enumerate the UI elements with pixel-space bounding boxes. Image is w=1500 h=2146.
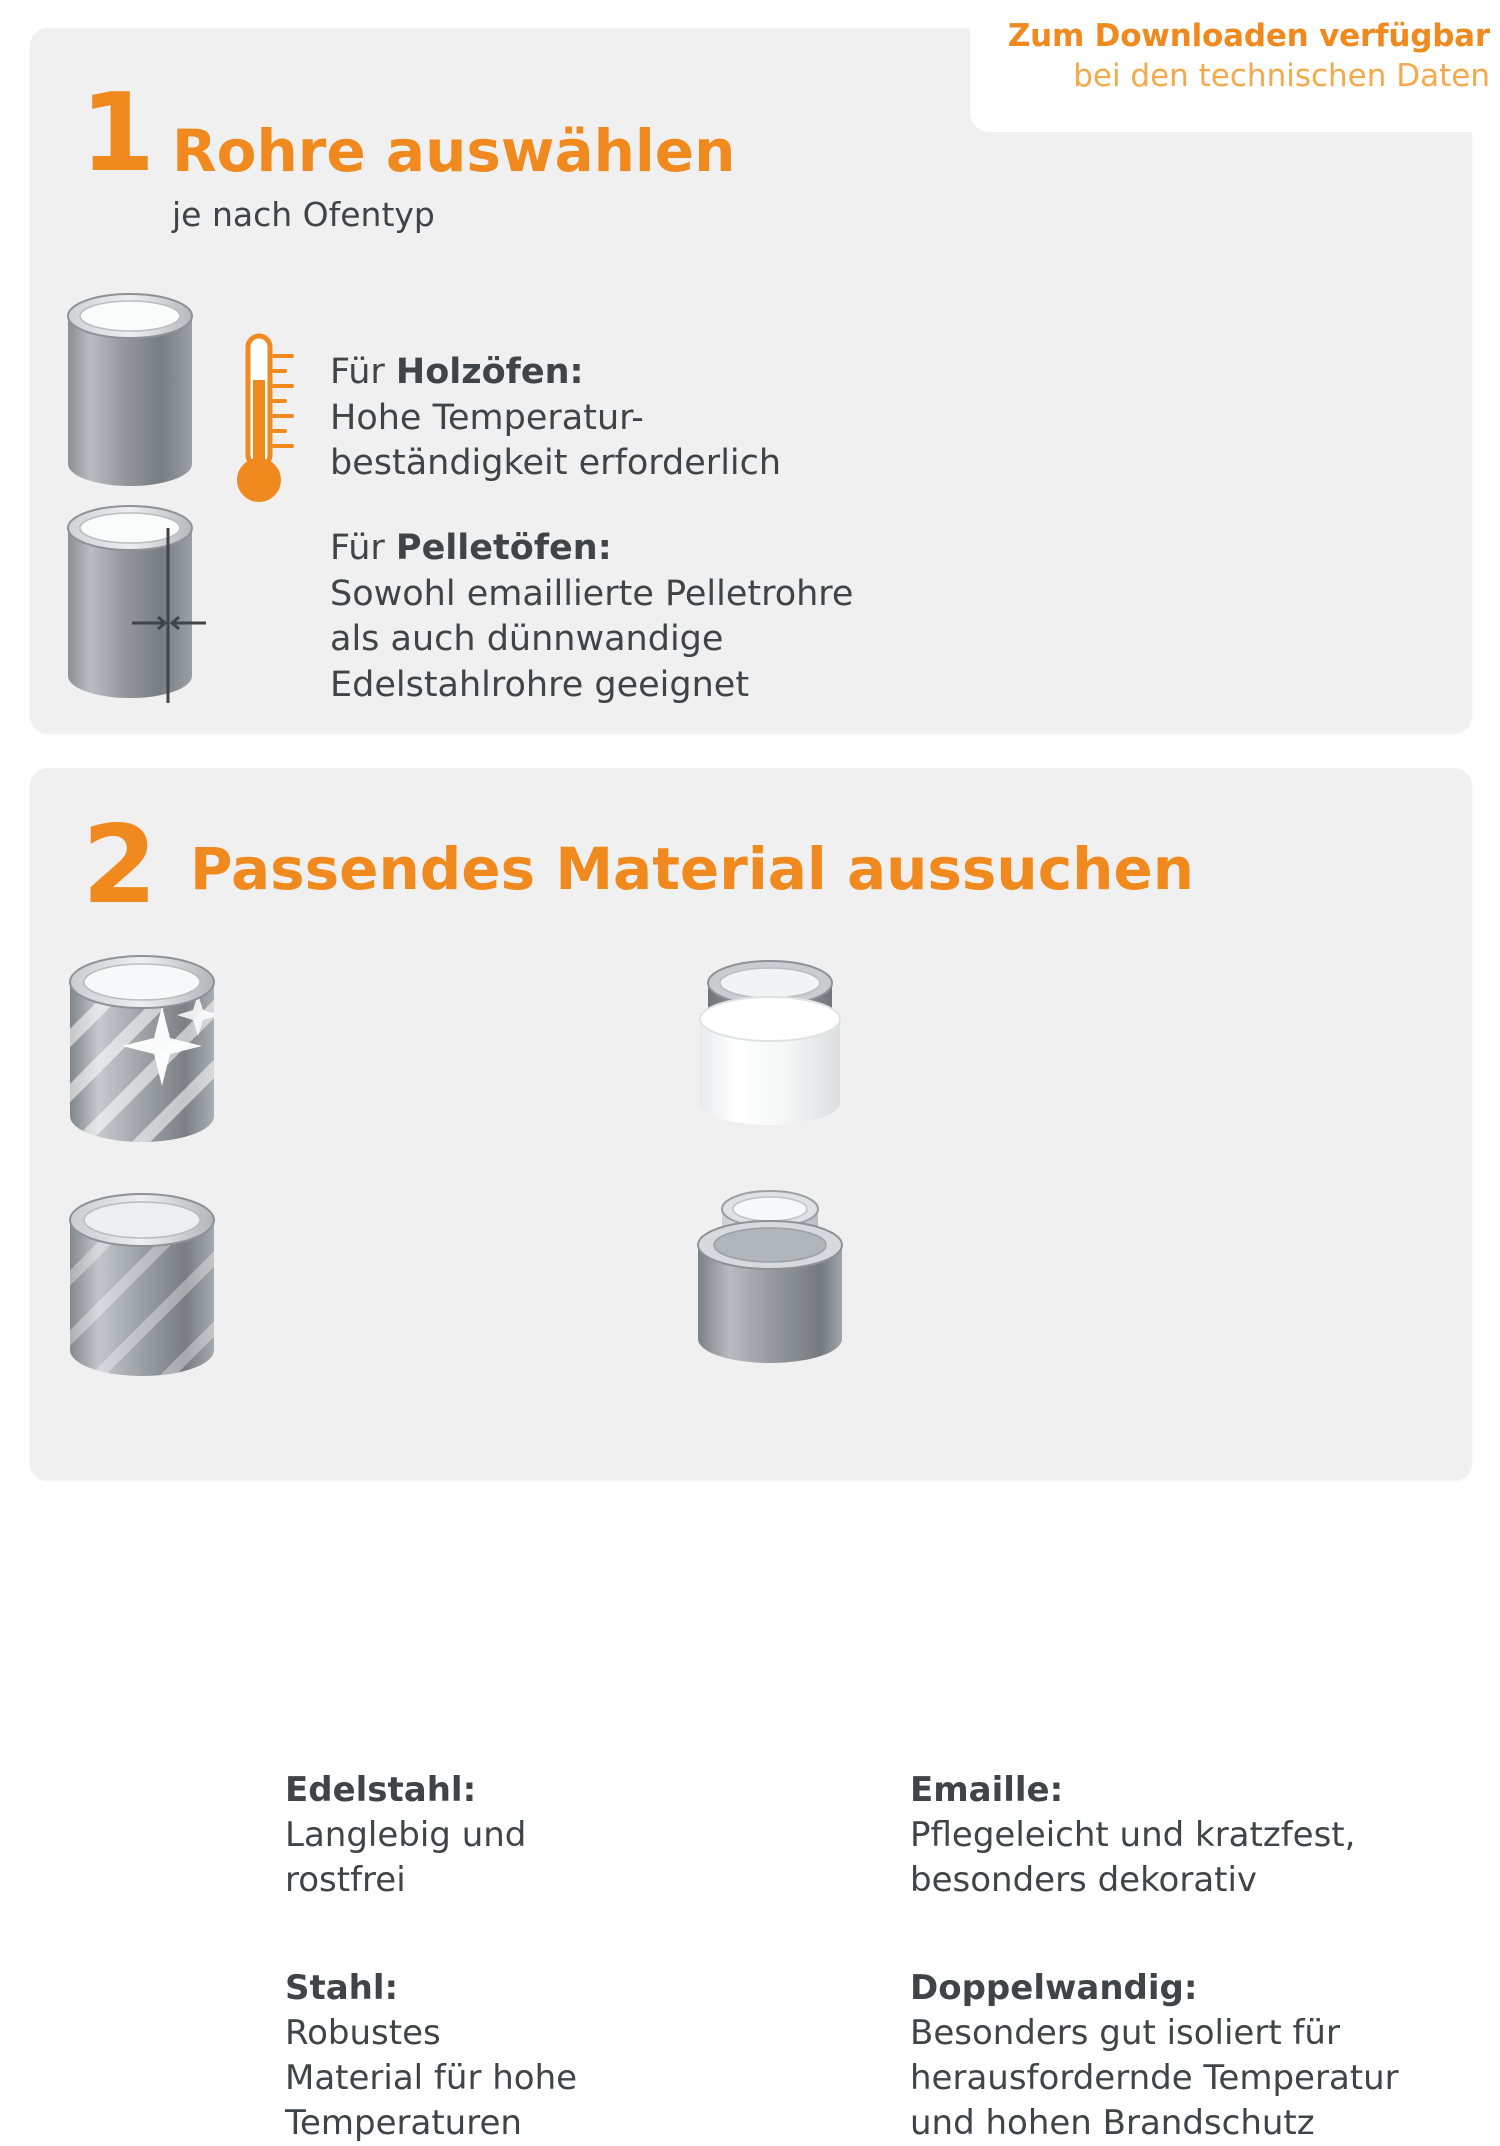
step-1-number: 1: [80, 71, 156, 196]
pelletstove-heading: Für Pelletöfen:: [330, 528, 612, 568]
material-emaille-body: Pflegeleicht und kratzfest, besonders dekorativ: [910, 1814, 1356, 1900]
download-badge: [970, 0, 1500, 132]
step-1-title: Rohre auswählen: [172, 117, 736, 185]
material-stahl-body: Robustes Material für hohe Temperaturen: [285, 2012, 578, 2143]
stainless-steel-pipe-icon: [60, 948, 240, 1158]
step-2-title: Passendes Material aussuchen: [190, 835, 1195, 903]
material-doppelwandig-heading: Doppelwandig:: [910, 1968, 1198, 2008]
step-1-subtitle: je nach Ofentyp: [172, 195, 435, 234]
material-doppelwandig-body: Besonders gut isoliert für herausfordernde Temperatur und hohen Brandschutz: [910, 2012, 1399, 2143]
material-doppelwandig-text: [910, 1966, 1490, 2146]
enamel-pipe-icon: [680, 953, 870, 1148]
steel-pipe-icon: [60, 1188, 240, 1393]
double-wall-pipe-icon: [680, 1183, 870, 1393]
material-stahl-heading: Stahl:: [285, 1968, 399, 2008]
pelletstove-text-block: [330, 526, 1010, 708]
pelletstove-heading-bold: Pelletöfen:: [395, 528, 612, 568]
thin-wall-pipe-icon: [60, 498, 260, 713]
woodstove-text-block: [330, 350, 950, 487]
step-2-number: 2: [82, 803, 158, 928]
woodstove-heading-bold: Holzöfen:: [395, 352, 584, 392]
material-stahl-text: [285, 1966, 645, 2146]
woodstove-body: Hohe Temperatur- beständigkeit erforderlich: [330, 397, 782, 483]
material-emaille-heading: Emaille:: [910, 1770, 1064, 1810]
material-edelstahl-body: Langlebig und rostfrei: [285, 1814, 527, 1900]
pelletstove-body: Sowohl emaillierte Pelletrohre als auch dünnwandige Edelstahlrohre geeignet: [330, 573, 854, 705]
woodstove-heading: Für Holzöfen:: [330, 352, 584, 392]
material-emaille-text: [910, 1768, 1470, 1903]
material-edelstahl-text: [285, 1768, 615, 1903]
thermometer-icon: [230, 328, 306, 518]
plain-pipe-icon: [60, 288, 200, 498]
material-edelstahl-heading: Edelstahl:: [285, 1770, 477, 1810]
download-badge-line2: bei den technischen Daten: [1073, 58, 1490, 94]
download-badge-line1: Zum Downloaden verfügbar: [1007, 18, 1490, 54]
